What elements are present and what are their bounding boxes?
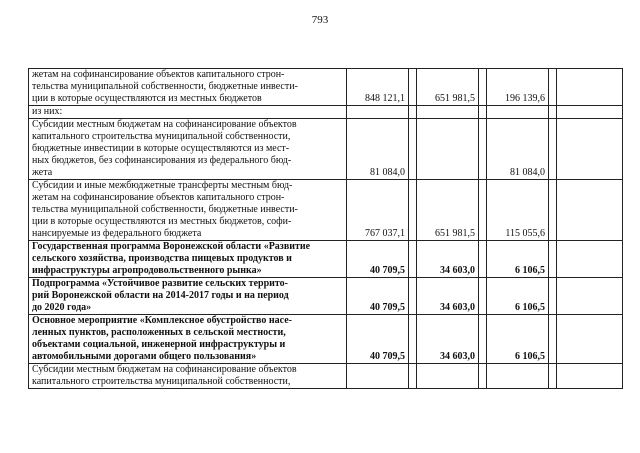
description-line: капитального строительства муниципальной собственности, (32, 376, 291, 387)
spacer-cell (549, 69, 557, 106)
row-description (29, 69, 347, 106)
spacer-cell (479, 364, 487, 389)
federal-amount-cell: 651 981,5 (417, 69, 479, 106)
regional-amount-cell: 6 106,5 (487, 315, 549, 364)
description-line: жета (32, 167, 53, 178)
spacer-cell (479, 106, 487, 119)
federal-amount-cell (417, 364, 479, 389)
spacer-cell (549, 106, 557, 119)
description-line: капитального строительства муниципальной собственности, (32, 131, 291, 142)
table-row (29, 364, 623, 389)
row-description (29, 364, 347, 389)
description-line: Субсидии местным бюджетам на софинансирование объектов (32, 119, 297, 130)
row-description (29, 106, 347, 119)
description-line: ции в которые осуществляются из местных бюджетов (32, 93, 262, 104)
spacer-cell (549, 278, 557, 315)
table-row (29, 241, 623, 278)
spacer-cell (409, 241, 417, 278)
federal-amount-cell: 34 603,0 (417, 278, 479, 315)
extra-cell (557, 315, 623, 364)
description-line: ленных пунктов, расположенных в сельской местности, (32, 327, 286, 338)
description-line: бюджетные инвестиции в которые осуществляются из мест- (32, 143, 290, 154)
description-line: тельства муниципальной собственности, бюджетные инвести- (32, 81, 298, 92)
description-line: из них: (32, 106, 63, 117)
spacer-cell (549, 241, 557, 278)
regional-amount-cell: 81 084,0 (487, 119, 549, 180)
description-line: объектами социальной, инженерной инфраструктуры и (32, 339, 286, 350)
federal-amount-cell (417, 119, 479, 180)
total-amount-cell (347, 364, 409, 389)
spacer-cell (479, 241, 487, 278)
description-line: инфраструктуры агропродовольственного рынка» (32, 265, 262, 276)
federal-amount-cell (417, 106, 479, 119)
row-description (29, 241, 347, 278)
total-amount-cell: 767 037,1 (347, 180, 409, 241)
spacer-cell (409, 106, 417, 119)
total-amount-cell: 40 709,5 (347, 278, 409, 315)
spacer-cell (479, 69, 487, 106)
federal-amount-cell: 651 981,5 (417, 180, 479, 241)
spacer-cell (409, 119, 417, 180)
federal-amount-cell: 34 603,0 (417, 241, 479, 278)
row-description (29, 315, 347, 364)
spacer-cell (409, 180, 417, 241)
extra-cell (557, 241, 623, 278)
description-line: рий Воронежской области на 2014-2017 годы и на период (32, 290, 289, 301)
spacer-cell (479, 180, 487, 241)
extra-cell (557, 364, 623, 389)
table-row (29, 315, 623, 364)
spacer-cell (479, 315, 487, 364)
regional-amount-cell: 6 106,5 (487, 278, 549, 315)
description-line: сельского хозяйства, производства пищевых продуктов и (32, 253, 292, 264)
description-line: ных бюджетов, без софинансирования из федерального бюд- (32, 155, 292, 166)
description-line: жетам на софинансирование объектов капитального строн- (32, 69, 285, 80)
description-line: Подпрограмма «Устойчивое развитие сельских террито- (32, 278, 289, 289)
spacer-cell (479, 119, 487, 180)
spacer-cell (409, 364, 417, 389)
extra-cell (557, 106, 623, 119)
regional-amount-cell: 6 106,5 (487, 241, 549, 278)
extra-cell (557, 119, 623, 180)
federal-amount-cell: 34 603,0 (417, 315, 479, 364)
table-row (29, 278, 623, 315)
total-amount-cell (347, 106, 409, 119)
description-line: нансируемые из федерального бюджета (32, 228, 202, 239)
spacer-cell (409, 69, 417, 106)
budget-table (28, 68, 623, 389)
spacer-cell (409, 278, 417, 315)
extra-cell (557, 69, 623, 106)
description-line: Субсидии местным бюджетам на софинансирование объектов (32, 364, 297, 375)
description-line: ции в которые осуществляются из местных бюджетов, софи- (32, 216, 292, 227)
page-number: 793 (311, 14, 329, 26)
spacer-cell (549, 119, 557, 180)
description-line: тельства муниципальной собственности, бюджетные инвести- (32, 204, 298, 215)
description-line: Субсидии и иные межбюджетные трансферты местным бюд- (32, 180, 293, 191)
description-line: Государственная программа Воронежской области «Развитие (32, 241, 311, 252)
table-row (29, 106, 623, 119)
regional-amount-cell (487, 106, 549, 119)
description-line: жетам на софинансирование объектов капитального строн- (32, 192, 285, 203)
regional-amount-cell (487, 364, 549, 389)
table-row (29, 119, 623, 180)
total-amount-cell: 848 121,1 (347, 69, 409, 106)
total-amount-cell: 40 709,5 (347, 315, 409, 364)
spacer-cell (549, 180, 557, 241)
extra-cell (557, 278, 623, 315)
description-line: до 2020 года» (32, 302, 92, 313)
total-amount-cell: 40 709,5 (347, 241, 409, 278)
table-row (29, 69, 623, 106)
row-description (29, 278, 347, 315)
table-row (29, 180, 623, 241)
regional-amount-cell: 115 055,6 (487, 180, 549, 241)
regional-amount-cell: 196 139,6 (487, 69, 549, 106)
extra-cell (557, 180, 623, 241)
total-amount-cell: 81 084,0 (347, 119, 409, 180)
row-description (29, 119, 347, 180)
description-line: автомобильными дорогами общего пользования» (32, 351, 257, 362)
description-line: Основное мероприятие «Комплексное обустройство насе- (32, 315, 292, 326)
spacer-cell (549, 315, 557, 364)
spacer-cell (549, 364, 557, 389)
row-description (29, 180, 347, 241)
spacer-cell (409, 315, 417, 364)
spacer-cell (479, 278, 487, 315)
